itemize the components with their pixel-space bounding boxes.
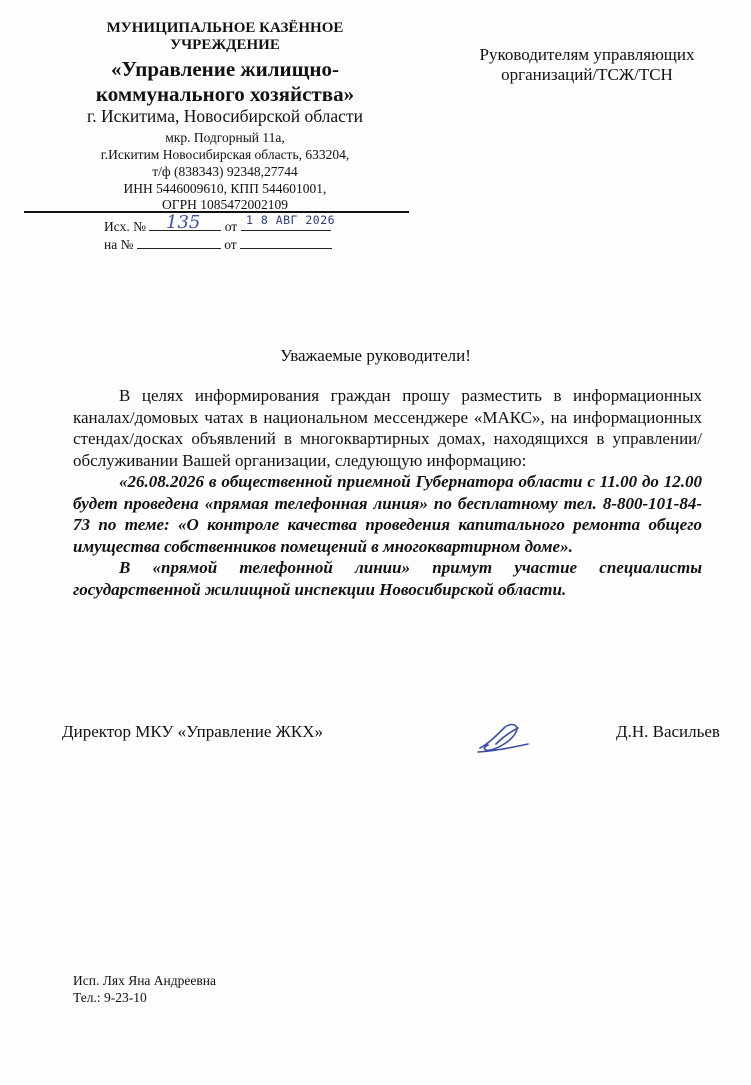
org-caps-line-1: МУНИЦИПАЛЬНОЕ КАЗЁННОЕ <box>106 20 344 36</box>
addressee-line-1: Руководителям управляющих <box>479 45 695 64</box>
org-caps-line-2: УЧРЕЖДЕНИЕ <box>170 37 280 53</box>
header-divider <box>24 211 409 213</box>
outgoing-from-label: от <box>224 219 238 234</box>
org-name-line-2: коммунального хозяйства» <box>95 82 355 106</box>
org-phone: т/ф (838343) 92348,27744 <box>152 164 298 179</box>
org-inn-kpp: ИНН 5446009610, КПП 544601001, <box>123 181 327 196</box>
incoming-label: на № <box>104 237 134 252</box>
org-ogrn: ОГРН 1085472002109 <box>162 197 288 212</box>
executor-name: Исп. Лях Яна Андреевна <box>73 973 216 988</box>
greeting: Уважаемые руководители! <box>280 346 471 365</box>
body-paragraph-announcement: «26.08.2026 в общественной приемной Губернатора области с 11.00 до 12.00 будет проведена «прямая телефонная линия» по бесплатному тел. 8-800-101-84-73 по теме: «О контроле качества проведения капитального ремонта общего имущества собственников помещений в многоквартирном доме». <box>73 472 702 556</box>
incoming-date-blank <box>240 235 332 249</box>
signatory-position: Директор МКУ «Управление ЖКХ» <box>62 722 323 741</box>
org-address-line-1: мкр. Подгорный 11а, <box>165 130 285 145</box>
outgoing-label: Исх. № <box>104 219 146 234</box>
signature-image <box>474 718 532 758</box>
signatory-name: Д.Н. Васильев <box>616 722 720 741</box>
incoming-line <box>104 235 332 253</box>
outgoing-number-text: 135 <box>166 212 201 233</box>
executor-phone: Тел.: 9-23-10 <box>73 990 147 1005</box>
body-paragraph-participants: В «прямой телефонной линии» примут участие специалисты государственной жилищной инспекции Новосибирской области. <box>73 558 702 599</box>
outgoing-date-stamp: 1 8 АВГ 2026 <box>246 213 336 227</box>
org-city: г. Искитима, Новосибирской области <box>87 106 363 126</box>
incoming-from-label: от <box>224 237 237 252</box>
letter-body <box>73 385 702 600</box>
outgoing-number-handwritten <box>162 211 214 233</box>
incoming-number-blank <box>137 235 221 249</box>
addressee-line-2: организаций/ТСЖ/ТСН <box>501 65 673 84</box>
org-name-line-1: «Управление жилищно- <box>111 57 339 81</box>
body-paragraph-request: В целях информирования граждан прошу разместить в информационных каналах/домовых чатах в национальном мессенджере «МАКС», на информационных стендах/досках объявлений в многоквартирных домах, находящихся в управлении/обслуживании Вашей организации, следующую информацию: <box>73 386 702 470</box>
org-address-line-2: г.Искитим Новосибирская область, 633204, <box>100 147 350 162</box>
